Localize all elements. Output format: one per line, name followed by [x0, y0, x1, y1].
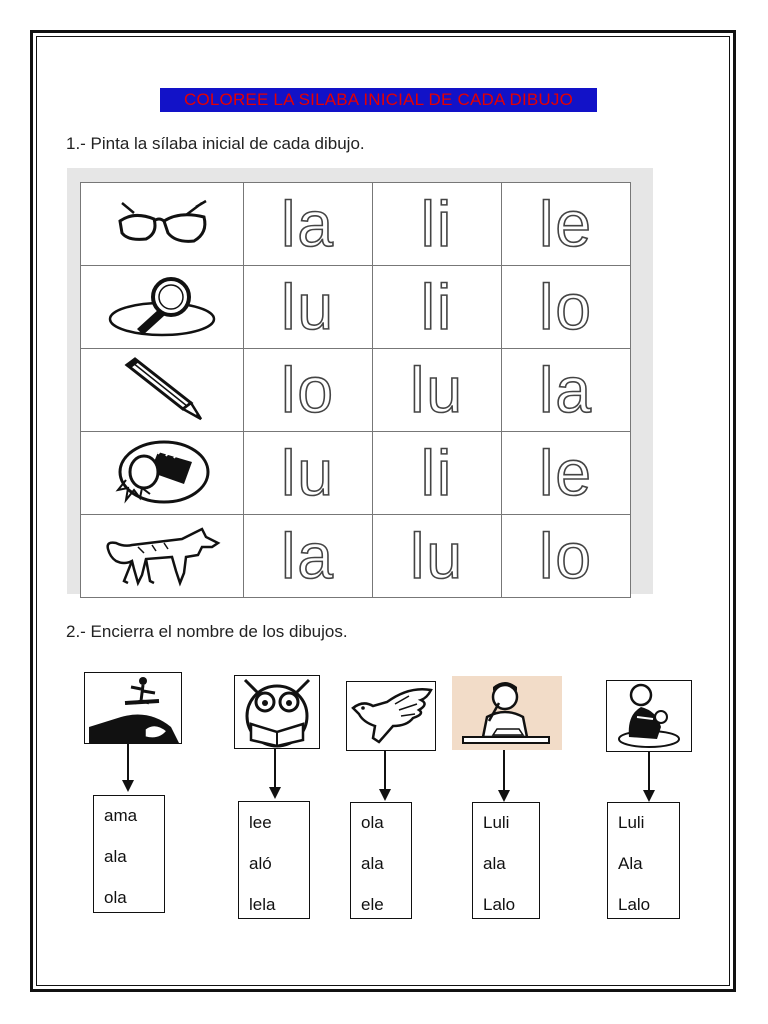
exercise-1-instruction: 1.- Pinta la sílaba inicial de cada dibujo. — [66, 134, 365, 153]
arrow-down-icon — [118, 744, 138, 794]
syllable-cell[interactable] — [244, 183, 373, 266]
grid-row — [81, 432, 631, 515]
syllable: li — [420, 437, 454, 509]
syllable: li — [420, 188, 454, 260]
pencil-icon — [117, 357, 207, 423]
picture-cell — [81, 432, 244, 515]
worksheet-banner-title: COLOREE LA SILABA INICIAL DE CADA DIBUJO — [160, 88, 597, 112]
flashlight-icon — [112, 438, 212, 508]
word-choice-box — [472, 802, 540, 919]
word-choice-box — [350, 802, 412, 919]
arrow-down-icon — [265, 749, 285, 799]
word-choice-box — [238, 801, 310, 919]
picture-cell — [81, 515, 244, 598]
word-option[interactable]: lee — [249, 813, 272, 832]
grid-row — [81, 349, 631, 432]
arrow-down-icon — [639, 752, 659, 802]
syllable-cell[interactable] — [502, 183, 631, 266]
syllable: li — [420, 271, 454, 343]
syllable: la — [281, 520, 335, 592]
word-choice-box — [607, 802, 680, 919]
syllable: lo — [281, 354, 335, 426]
word-option[interactable]: Ala — [618, 854, 643, 873]
word-option[interactable]: ala — [104, 847, 127, 866]
picture-thumbnail — [606, 680, 692, 752]
syllable: lo — [539, 271, 593, 343]
word-option[interactable]: ola — [104, 888, 127, 907]
syllable-cell[interactable] — [373, 266, 502, 349]
syllable-cell[interactable] — [502, 432, 631, 515]
picture-thumbnail — [346, 681, 436, 751]
syllable: lu — [410, 520, 464, 592]
syllable: lu — [410, 354, 464, 426]
word-option[interactable]: Lalo — [483, 895, 516, 914]
grid-row — [81, 515, 631, 598]
grid-row — [81, 183, 631, 266]
syllable: la — [539, 354, 593, 426]
syllable-cell[interactable] — [244, 266, 373, 349]
picture-thumbnail — [452, 676, 562, 750]
surfer-icon — [85, 673, 181, 743]
arrow-down-icon — [494, 750, 514, 802]
bird-wing-icon — [347, 682, 435, 750]
word-option[interactable]: lela — [249, 895, 276, 914]
exercise-2-instruction: 2.- Encierra el nombre de los dibujos. — [66, 622, 348, 641]
syllable: la — [281, 188, 335, 260]
syllable-cell[interactable] — [502, 515, 631, 598]
arrow-down-icon — [375, 751, 395, 801]
word-choice-box — [93, 795, 165, 913]
syllable-cell[interactable] — [373, 432, 502, 515]
word-option[interactable]: Lalo — [618, 895, 651, 914]
word-option[interactable]: ala — [483, 854, 506, 873]
syllable-cell[interactable] — [373, 349, 502, 432]
word-option[interactable]: ala — [361, 854, 384, 873]
word-option[interactable]: Luli — [483, 813, 510, 832]
word-option[interactable]: aló — [249, 854, 272, 873]
picture-cell — [81, 266, 244, 349]
syllable-cell[interactable] — [244, 349, 373, 432]
picture-cell — [81, 183, 244, 266]
picture-cell — [81, 349, 244, 432]
word-option[interactable]: ama — [104, 806, 138, 825]
word-option[interactable]: ele — [361, 895, 384, 914]
syllable-cell[interactable] — [244, 515, 373, 598]
magnifying-glass-icon — [107, 275, 217, 339]
syllable-grid — [80, 182, 631, 598]
word-option[interactable]: Luli — [618, 813, 645, 832]
picture-thumbnail — [234, 675, 320, 749]
syllable: le — [539, 437, 593, 509]
syllable-cell[interactable] — [244, 432, 373, 515]
picture-thumbnail — [84, 672, 182, 744]
syllable-cell[interactable] — [502, 349, 631, 432]
grid-row — [81, 266, 631, 349]
syllable: lu — [281, 437, 335, 509]
boy-reading-icon — [453, 677, 561, 749]
syllable: lu — [281, 271, 335, 343]
owl-icon — [235, 676, 319, 748]
word-option[interactable]: ola — [361, 813, 384, 832]
wolf-icon — [102, 525, 222, 587]
syllable: lo — [539, 520, 593, 592]
syllable: le — [539, 188, 593, 260]
glasses-icon — [114, 199, 210, 249]
syllable-cell[interactable] — [502, 266, 631, 349]
syllable-cell[interactable] — [373, 183, 502, 266]
syllable-cell[interactable] — [373, 515, 502, 598]
child-icon — [607, 681, 691, 751]
